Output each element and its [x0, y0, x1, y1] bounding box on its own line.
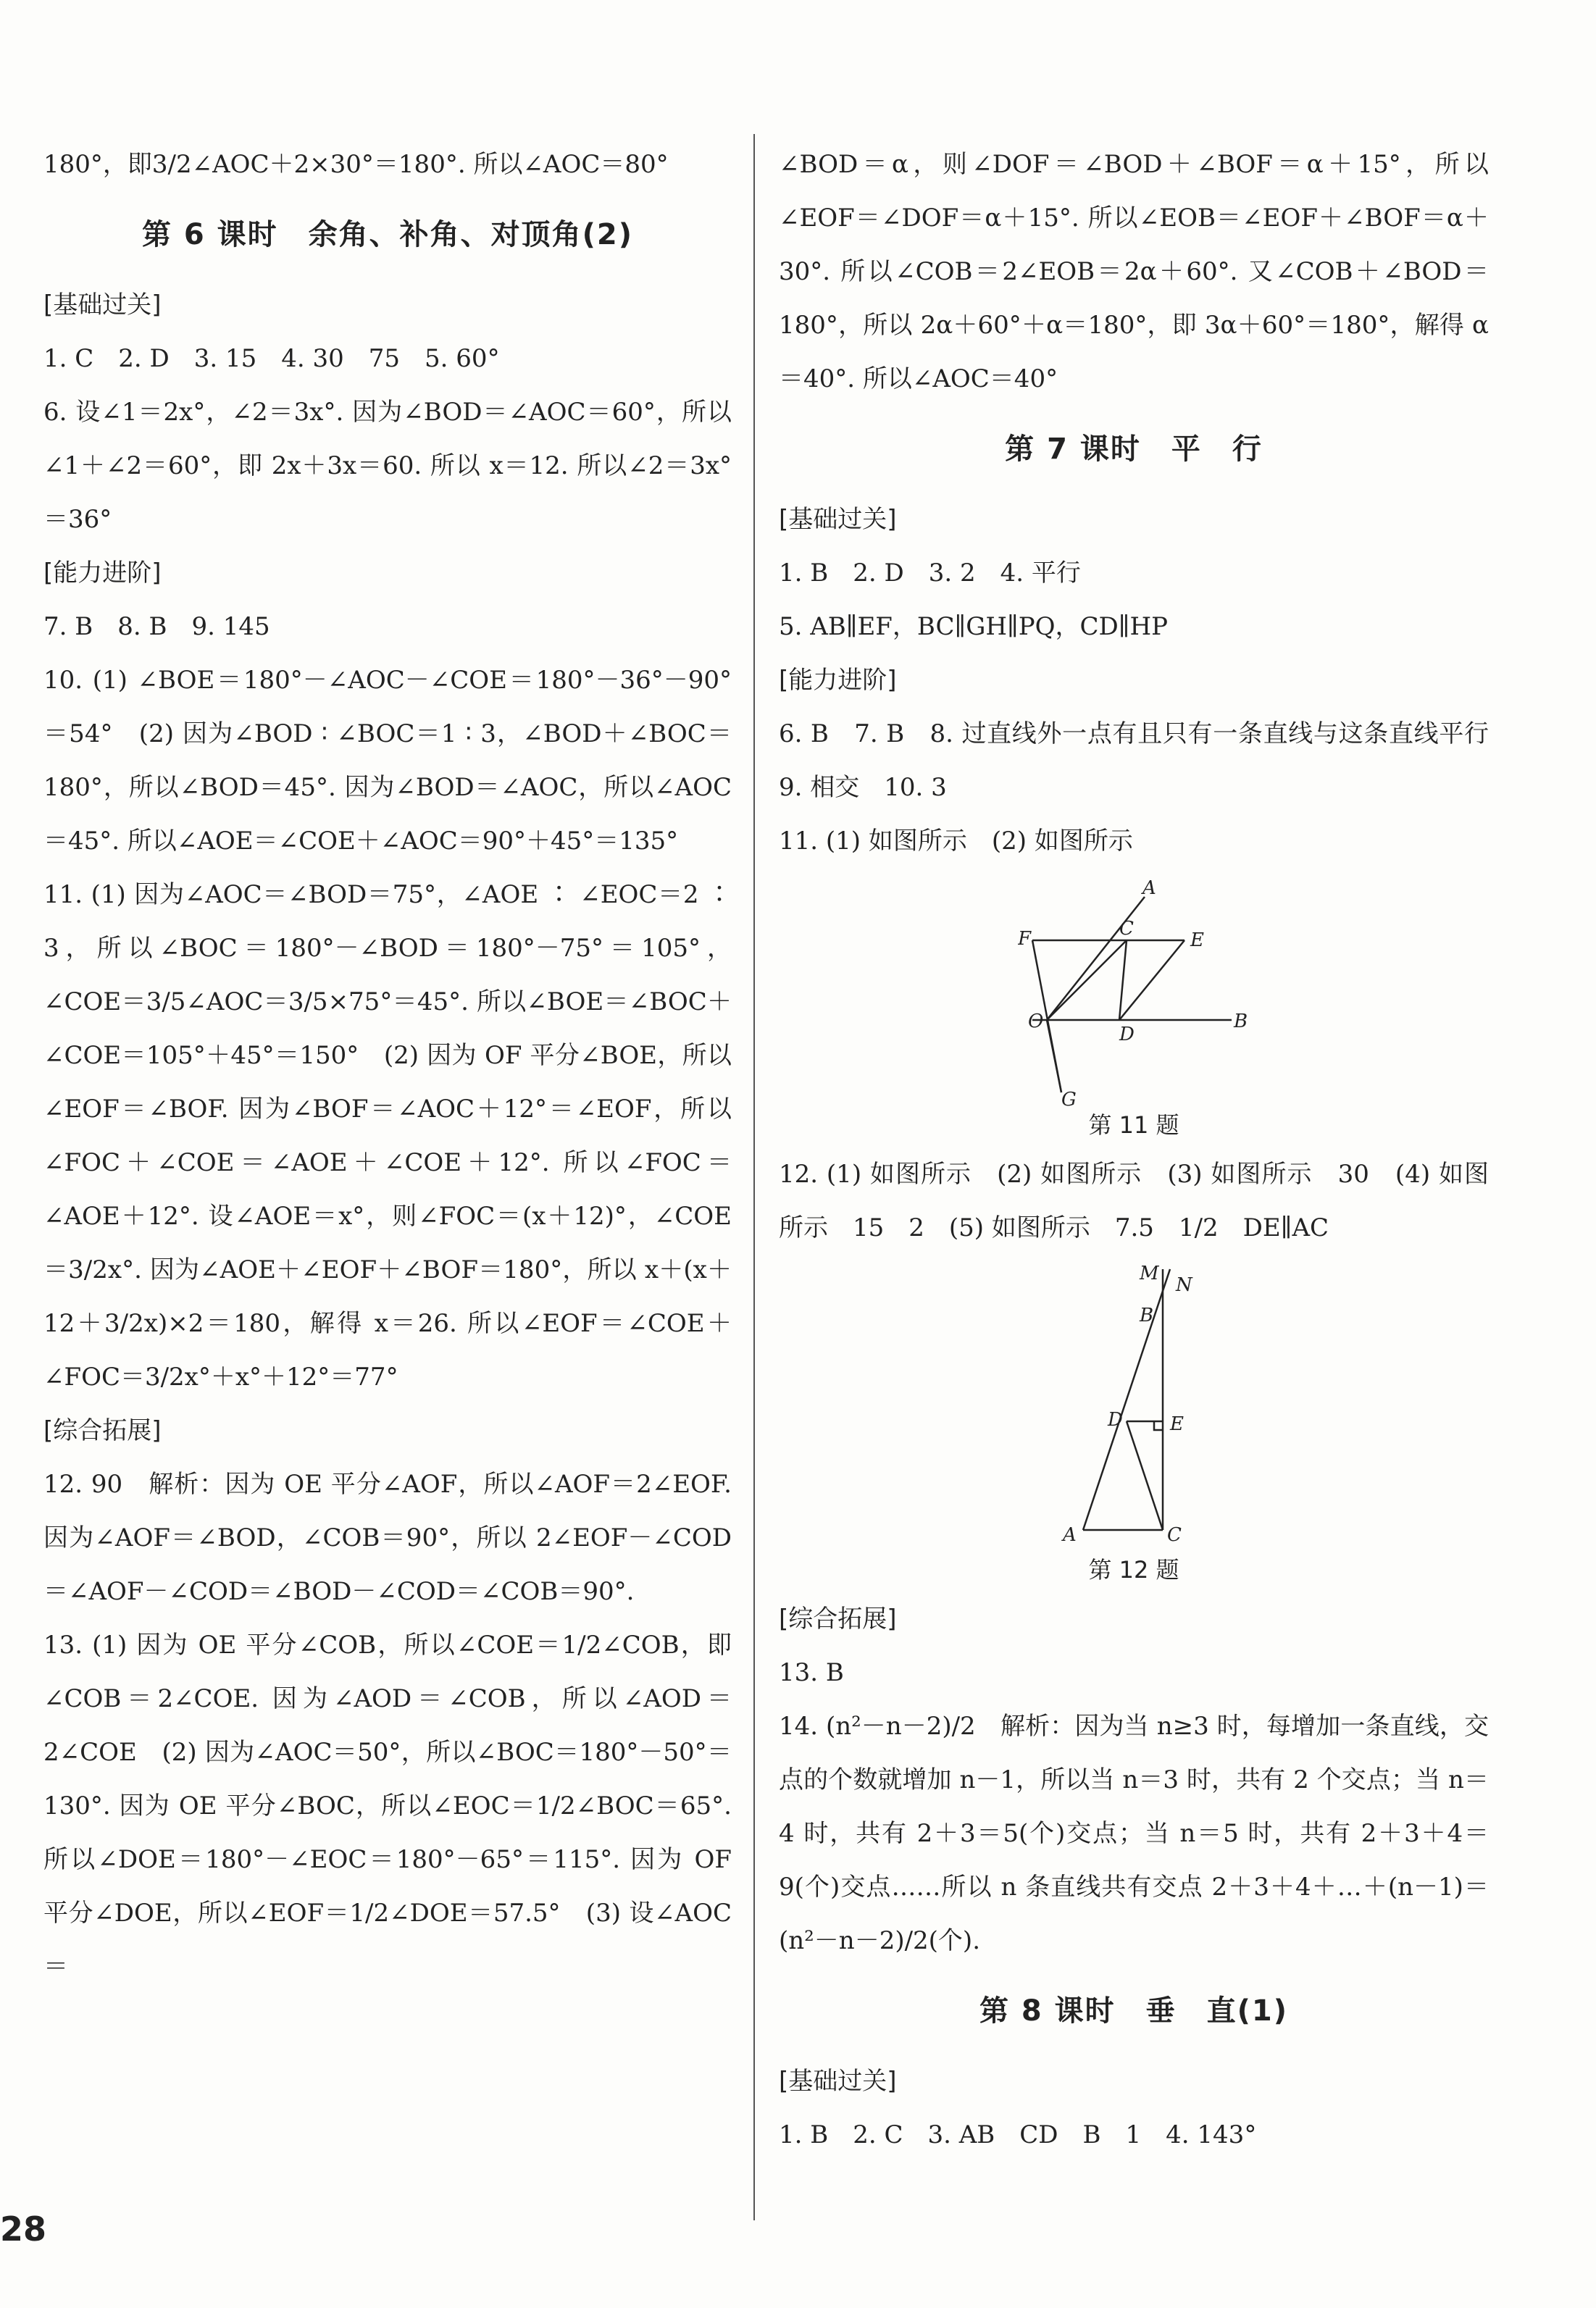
label-D: D [1119, 1024, 1135, 1045]
page-number: 28 [0, 2209, 47, 2249]
line-DE [1119, 940, 1185, 1020]
right-angle-mark [1154, 1421, 1163, 1430]
line-OA [1047, 897, 1145, 1020]
answer-line: 11. (1) 因为∠AOC＝∠BOD＝75°，∠AOE ∶ ∠EOC＝2 ∶ 3，所以∠BOC＝180°－∠BOD＝180°－75°＝105°，∠COE＝3/5∠AOC＝3/5×75°＝45°. 所以∠BOE＝∠BOC＋∠COE＝105°＋45°＝150° (2) 因为 OF 平分∠BOE，所以∠EOF＝∠BOF. 因为∠BOF＝∠AOC＋12°＝∠EOF，所以∠FOC＋∠COE＝∠AOE＋∠COE＋12°. 所以∠FOC＝∠AOE＋12°. 设∠AOE＝x°，则∠FOC＝(x＋12)°，∠COE＝3/2x°. 因为∠AOE＋∠EOF＋∠BOF＝180°，所以 x＋(x＋12＋3/2x)×2＝180，解得 x＝26. 所以∠EOF＝∠COE＋∠FOC＝3/2x°＋x°＋12°＝77° [43, 880, 732, 1392]
label-G: G [1061, 1089, 1077, 1107]
answer-line: 11. (1) 如图所示 (2) 如图所示 [779, 827, 1133, 856]
right-column [779, 138, 1513, 2162]
figure-11-caption: 第 11 题 [1088, 1111, 1179, 1139]
label-B: B [1234, 1011, 1248, 1032]
figure-12 [779, 1262, 1489, 1585]
label-C: C [1167, 1524, 1182, 1546]
line-DC [1127, 1421, 1163, 1530]
continuation-line: 180°，即3/2∠AOC＋2×30°＝180°. 所以∠AOC＝80° [43, 150, 669, 179]
advance-section-label: [能力进阶] [779, 666, 897, 695]
lesson-8-title: 第 8 课时 垂 直(1) [979, 1994, 1289, 2028]
continuation-line: ∠BOD＝α，则∠DOF＝∠BOD＋∠BOF＝α＋15°，所以∠EOF＝∠DOF＝α＋15°. 所以∠EOB＝∠EOF＋∠BOF＝α＋30°. 所以∠COB＝2∠EOB＝2α＋60°. 又∠COB＋∠BOD＝180°，所以 2α＋60°＋α＝180°，即 3α＋60°＝180°，解得 α＝40°. 所以∠AOC＝40° [779, 150, 1489, 393]
figure-11 [779, 875, 1489, 1140]
label-N: N [1176, 1274, 1192, 1296]
column-divider [753, 134, 755, 2220]
label-B: B [1140, 1305, 1154, 1326]
answer-line: 6. 设∠1＝2x°，∠2＝3x°. 因为∠BOD＝∠AOC＝60°，所以∠1＋∠2＝60°，即 2x＋3x＝60. 所以 x＝12. 所以∠2＝3x°＝36° [43, 398, 732, 534]
line-OC [1047, 940, 1127, 1020]
figure-11-diagram [1018, 875, 1250, 1107]
extend-section-label: [综合拓展] [779, 1605, 897, 1634]
figure-12-diagram [1018, 1262, 1250, 1552]
basic-section-label: [基础过关] [43, 290, 162, 319]
answer-line: 7. B 8. B 9. 145 [43, 612, 270, 641]
basic-section-label: [基础过关] [779, 505, 897, 534]
answer-line: 14. (n²－n－2)/2 解析：因为当 n≥3 时，每增加一条直线，交点的个数就增加 n－1，所以当 n＝3 时，共有 2 个交点；当 n＝4 时，共有 2＋3＝5(个)交点；当 n＝5 时，共有 2＋3＋4＝9(个)交点……所以 n 条直线共有交点 2＋3＋4＋…＋(n－1)＝(n²－n－2)/2(个). [779, 1712, 1489, 1955]
line-MA [1083, 1269, 1170, 1530]
label-A: A [1142, 877, 1156, 899]
answer-line: 5. AB∥EF，BC∥GH∥PQ，CD∥HP [779, 612, 1169, 641]
label-M: M [1140, 1263, 1159, 1284]
answer-line: 13. B [779, 1658, 844, 1687]
line-OG [1047, 1020, 1061, 1092]
label-O: O [1028, 1011, 1044, 1032]
lesson-6-title: 第 6 课时 余角、补角、对顶角(2) [141, 218, 634, 251]
label-E: E [1190, 929, 1204, 951]
answer-line: 12. 90 解析：因为 OE 平分∠AOF，所以∠AOF＝2∠EOF. 因为∠AOF＝∠BOD，∠COB＝90°，所以 2∠EOF－∠COD＝∠AOF－∠COD＝∠BOD－∠COD＝∠COB＝90°. [43, 1470, 732, 1606]
line-CD [1119, 940, 1127, 1020]
answer-line: 13. (1) 因为 OE 平分∠COB，所以∠COE＝1/2∠COB，即∠COB＝2∠COE. 因为∠AOD＝∠COB，所以∠AOD＝2∠COE (2) 因为∠AOC＝50°，所以∠BOC＝180°－50°＝130°. 因为 OE 平分∠BOC，所以∠EOC＝1/2∠BOC＝65°. 所以∠DOE＝180°－∠EOC＝180°－65°＝115°. 因为 OF 平分∠DOE，所以∠EOF＝1/2∠DOE＝57.5° (3) 设∠AOC＝ [43, 1631, 732, 1981]
label-E: E [1170, 1413, 1184, 1435]
extend-section-label: [综合拓展] [43, 1416, 162, 1445]
label-C: C [1119, 918, 1134, 940]
basic-section-label: [基础过关] [779, 2067, 897, 2096]
left-column [43, 138, 732, 1994]
answer-line: 1. B 2. C 3. AB CD B 1 4. 143° [779, 2120, 1257, 2149]
answer-line: 1. C 2. D 3. 15 4. 30 75 5. 60° [43, 344, 500, 373]
lesson-7-title: 第 7 课时 平 行 [1005, 432, 1263, 466]
answer-line: 12. (1) 如图所示 (2) 如图所示 (3) 如图所示 30 (4) 如图所示 15 2 (5) 如图所示 7.5 1/2 DE∥AC [779, 1160, 1489, 1242]
answer-line: 1. B 2. D 3. 2 4. 平行 [779, 559, 1081, 588]
advance-section-label: [能力进阶] [43, 559, 162, 588]
answer-line: 6. B 7. B 8. 过直线外一点有且只有一条直线与这条直线平行 9. 相交 10. 3 [779, 719, 1513, 802]
label-F: F [1018, 928, 1032, 950]
answer-line: 10. (1) ∠BOE＝180°－∠AOC－∠COE＝180°－36°－90°＝54° (2) 因为∠BOD ∶ ∠BOC＝1 ∶ 3，∠BOD＋∠BOC＝180°，所以∠BOD＝45°. 因为∠BOD＝∠AOC，所以∠AOC＝45°. 所以∠AOE＝∠COE＋∠AOC＝90°＋45°＝135° [43, 666, 732, 856]
label-A: A [1063, 1524, 1077, 1546]
figure-12-caption: 第 12 题 [1088, 1556, 1179, 1584]
label-D: D [1108, 1409, 1123, 1431]
